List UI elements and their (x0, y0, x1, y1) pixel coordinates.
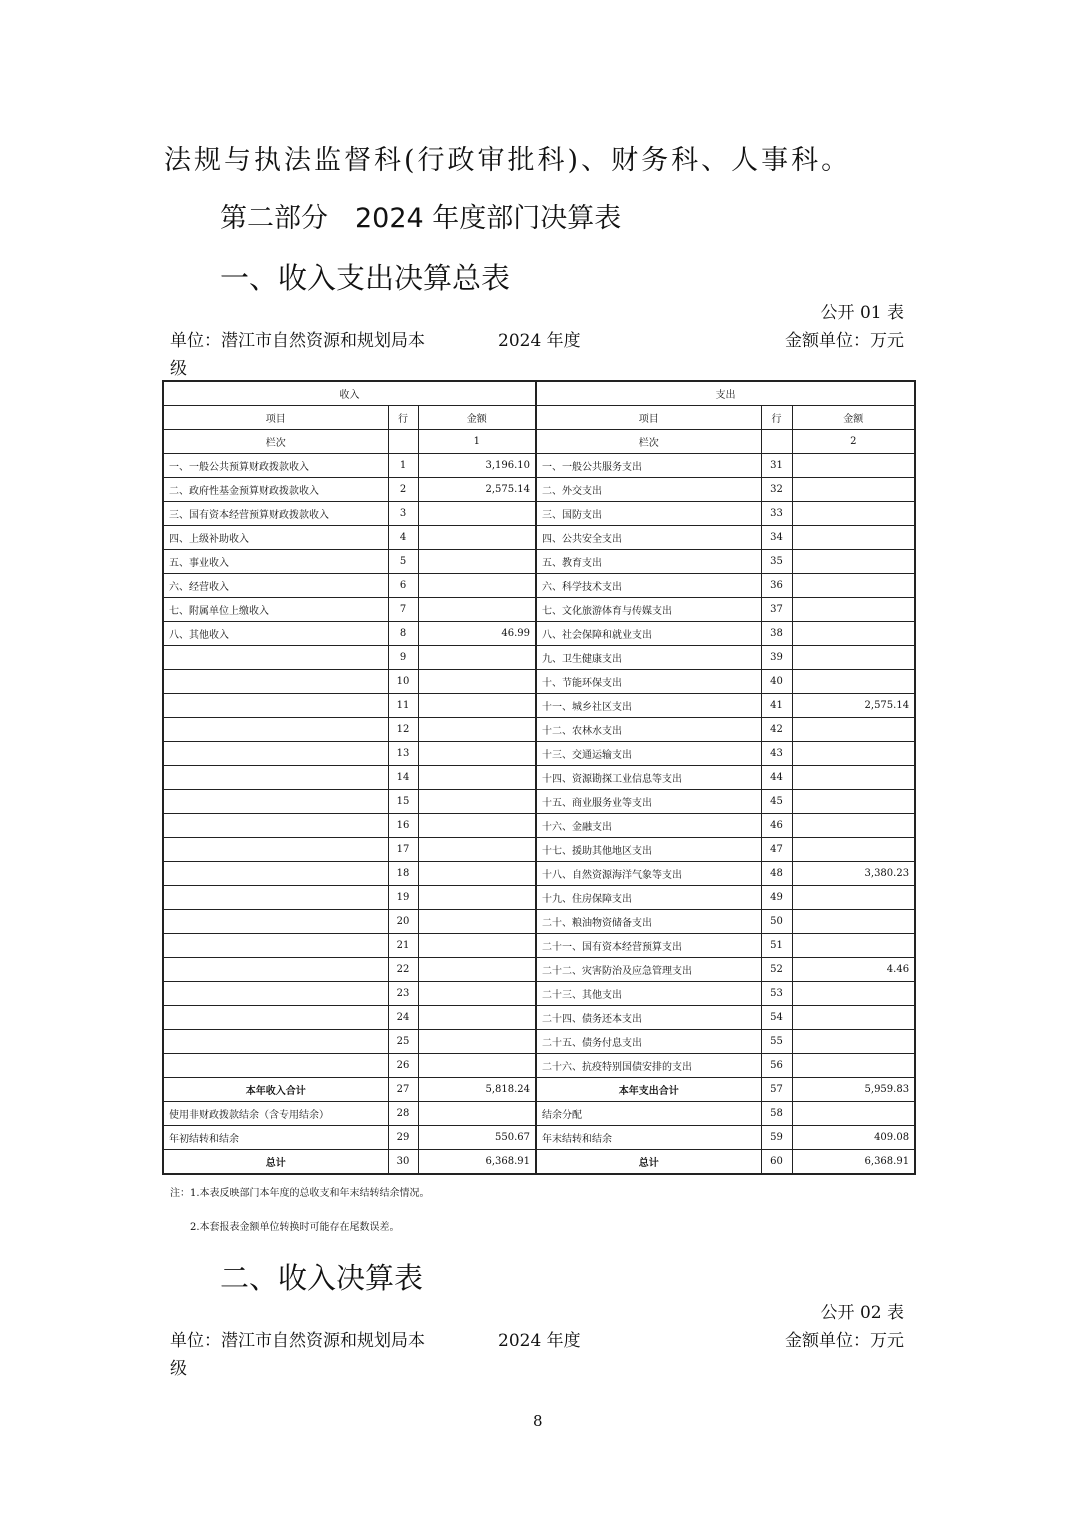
income-amount (418, 502, 536, 526)
income-amount (418, 526, 536, 550)
table-row (163, 886, 915, 910)
section1-amount-unit: 金额单位：万元 (785, 331, 904, 351)
income-index-value: 1 (418, 430, 536, 454)
expense-amount (792, 982, 915, 1006)
income-row-number: 20 (388, 910, 418, 934)
header-row-columns (163, 406, 915, 430)
expense-item: 十九、住房保障支出 (536, 886, 761, 910)
expense-item: 三、国防支出 (536, 502, 761, 526)
table-row (163, 934, 915, 958)
table-row (163, 598, 915, 622)
expense-amount (792, 1006, 915, 1030)
income-item (163, 646, 388, 670)
expense-item: 十五、商业服务业等支出 (536, 790, 761, 814)
expense-item: 一、一般公共服务支出 (536, 454, 761, 478)
expense-row-number: 54 (761, 1006, 792, 1030)
table-row (163, 670, 915, 694)
expense-row-number: 39 (761, 646, 792, 670)
income-amount: 3,196.10 (418, 454, 536, 478)
table-row (163, 1006, 915, 1030)
expense-row-number: 32 (761, 478, 792, 502)
expense-row-number: 53 (761, 982, 792, 1006)
table-row (163, 646, 915, 670)
expense-header: 支出 (536, 381, 915, 406)
table-row (163, 1078, 915, 1102)
income-item: 三、国有资本经营预算财政拨款收入 (163, 502, 388, 526)
income-item (163, 958, 388, 982)
expense-row-number: 45 (761, 790, 792, 814)
table-row (163, 958, 915, 982)
income-item: 总计 (163, 1150, 388, 1175)
income-row-number: 21 (388, 934, 418, 958)
income-item (163, 718, 388, 742)
income-item (163, 670, 388, 694)
expense-amount (792, 742, 915, 766)
income-item (163, 862, 388, 886)
expense-amount (792, 478, 915, 502)
income-item (163, 1054, 388, 1078)
expense-amount: 6,368.91 (792, 1150, 915, 1175)
income-header: 收入 (163, 381, 536, 406)
table-row (163, 574, 915, 598)
expense-amount (792, 1102, 915, 1126)
expense-item: 十、节能环保支出 (536, 670, 761, 694)
section2-unit: 单位：潜江市自然资源和规划局本 (170, 1331, 425, 1351)
income-amount (418, 838, 536, 862)
income-item: 使用非财政拨款结余（含专用结余） (163, 1102, 388, 1126)
expense-item: 二十六、抗疫特别国债安排的支出 (536, 1054, 761, 1078)
expense-row-number: 59 (761, 1126, 792, 1150)
expense-item: 十七、援助其他地区支出 (536, 838, 761, 862)
expense-row-number: 31 (761, 454, 792, 478)
income-row-number: 8 (388, 622, 418, 646)
income-amount (418, 982, 536, 1006)
table-row (163, 454, 915, 478)
expense-row-number: 43 (761, 742, 792, 766)
expense-amount (792, 526, 915, 550)
income-amount (418, 670, 536, 694)
income-row-number: 10 (388, 670, 418, 694)
section2-unit-cont: 级 (170, 1359, 187, 1379)
income-amount (418, 1054, 536, 1078)
section1-title: 一、收入支出决算总表 (220, 261, 511, 295)
table-row (163, 550, 915, 574)
expense-item: 十一、城乡社区支出 (536, 694, 761, 718)
income-amount (418, 550, 536, 574)
expense-item: 八、社会保障和就业支出 (536, 622, 761, 646)
table-row (163, 1054, 915, 1078)
income-row-number: 5 (388, 550, 418, 574)
expense-item: 本年支出合计 (536, 1078, 761, 1102)
expense-amount: 5,959.83 (792, 1078, 915, 1102)
income-item: 本年收入合计 (163, 1078, 388, 1102)
expense-index-value: 2 (792, 430, 915, 454)
income-row-number: 22 (388, 958, 418, 982)
table-row (163, 982, 915, 1006)
income-amount (418, 718, 536, 742)
income-amount (418, 910, 536, 934)
income-row-number: 23 (388, 982, 418, 1006)
expense-row-number: 33 (761, 502, 792, 526)
expense-amount (792, 934, 915, 958)
expense-amount (792, 838, 915, 862)
expense-amount (792, 910, 915, 934)
table-row (163, 862, 915, 886)
expense-amount (792, 646, 915, 670)
page-number: 8 (533, 1412, 543, 1430)
table-row (163, 478, 915, 502)
expense-row-number: 44 (761, 766, 792, 790)
expense-amount (792, 598, 915, 622)
expense-amount (792, 1054, 915, 1078)
income-row-number: 27 (388, 1078, 418, 1102)
income-amount (418, 742, 536, 766)
income-amount: 550.67 (418, 1126, 536, 1150)
income-row-number: 24 (388, 1006, 418, 1030)
section2-table-number: 公开 02 表 (820, 1303, 904, 1323)
income-amount: 6,368.91 (418, 1150, 536, 1175)
income-row-number: 25 (388, 1030, 418, 1054)
expense-item: 六、科学技术支出 (536, 574, 761, 598)
income-amount: 46.99 (418, 622, 536, 646)
expense-amount (792, 622, 915, 646)
expense-amount: 4.46 (792, 958, 915, 982)
header-row-group (163, 381, 915, 406)
section1-table-number: 公开 01 表 (820, 303, 904, 323)
income-expense-table (162, 380, 916, 1175)
income-col-amount: 金额 (418, 406, 536, 430)
expense-amount: 409.08 (792, 1126, 915, 1150)
expense-amount: 3,380.23 (792, 862, 915, 886)
expense-item: 十四、资源勘探工业信息等支出 (536, 766, 761, 790)
expense-row-number: 51 (761, 934, 792, 958)
table-row (163, 502, 915, 526)
income-item (163, 1006, 388, 1030)
expense-row-number: 37 (761, 598, 792, 622)
expense-row-number: 48 (761, 862, 792, 886)
expense-row-number: 35 (761, 550, 792, 574)
table-row (163, 766, 915, 790)
income-amount (418, 1102, 536, 1126)
income-item: 五、事业收入 (163, 550, 388, 574)
table-row (163, 1102, 915, 1126)
income-amount (418, 646, 536, 670)
income-row-number: 6 (388, 574, 418, 598)
income-amount (418, 1030, 536, 1054)
expense-row-number: 57 (761, 1078, 792, 1102)
income-index-row (388, 430, 418, 454)
income-col-item: 项目 (163, 406, 388, 430)
income-amount: 2,575.14 (418, 478, 536, 502)
expense-item: 二十五、债务付息支出 (536, 1030, 761, 1054)
expense-item: 结余分配 (536, 1102, 761, 1126)
table-row (163, 1150, 915, 1175)
income-row-number: 26 (388, 1054, 418, 1078)
income-row-number: 9 (388, 646, 418, 670)
income-amount (418, 574, 536, 598)
expense-row-number: 46 (761, 814, 792, 838)
note-2: 2.本套报表金额单位转换时可能存在尾数误差。 (190, 1222, 400, 1233)
table-row (163, 526, 915, 550)
expense-amount: 2,575.14 (792, 694, 915, 718)
income-item (163, 886, 388, 910)
income-row-number: 15 (388, 790, 418, 814)
income-row-number: 18 (388, 862, 418, 886)
income-row-number: 4 (388, 526, 418, 550)
expense-item: 十八、自然资源海洋气象等支出 (536, 862, 761, 886)
table-row (163, 1126, 915, 1150)
expense-item: 二、外交支出 (536, 478, 761, 502)
income-item (163, 934, 388, 958)
income-amount (418, 790, 536, 814)
expense-row-number: 41 (761, 694, 792, 718)
expense-row-number: 52 (761, 958, 792, 982)
income-col-row: 行 (388, 406, 418, 430)
expense-amount (792, 1030, 915, 1054)
income-row-number: 28 (388, 1102, 418, 1126)
table-row (163, 1030, 915, 1054)
income-item: 六、经营收入 (163, 574, 388, 598)
expense-amount (792, 814, 915, 838)
income-item: 二、政府性基金预算财政拨款收入 (163, 478, 388, 502)
income-index-label: 栏次 (163, 430, 388, 454)
expense-row-number: 38 (761, 622, 792, 646)
expense-index-label: 栏次 (536, 430, 761, 454)
expense-col-item: 项目 (536, 406, 761, 430)
expense-row-number: 40 (761, 670, 792, 694)
expense-item: 二十一、国有资本经营预算支出 (536, 934, 761, 958)
part-title: 第二部分 2024 年度部门决算表 (220, 203, 622, 234)
expense-row-number: 55 (761, 1030, 792, 1054)
expense-col-row: 行 (761, 406, 792, 430)
income-item (163, 838, 388, 862)
income-amount (418, 814, 536, 838)
expense-row-number: 36 (761, 574, 792, 598)
section2-title: 二、收入决算表 (220, 1261, 424, 1295)
income-item (163, 814, 388, 838)
section1-unit-cont: 级 (170, 359, 187, 379)
expense-row-number: 56 (761, 1054, 792, 1078)
table-row (163, 718, 915, 742)
income-item: 七、附属单位上缴收入 (163, 598, 388, 622)
header-row-index (163, 430, 915, 454)
income-amount (418, 766, 536, 790)
table-row (163, 694, 915, 718)
section1-year: 2024 年度 (498, 331, 581, 351)
expense-item: 二十三、其他支出 (536, 982, 761, 1006)
expense-row-number: 50 (761, 910, 792, 934)
expense-row-number: 58 (761, 1102, 792, 1126)
expense-amount (792, 502, 915, 526)
expense-item: 总计 (536, 1150, 761, 1175)
income-amount (418, 958, 536, 982)
expense-col-amount: 金额 (792, 406, 915, 430)
table-row (163, 790, 915, 814)
income-item (163, 910, 388, 934)
expense-item: 十六、金融支出 (536, 814, 761, 838)
expense-item: 十二、农林水支出 (536, 718, 761, 742)
income-row-number: 16 (388, 814, 418, 838)
expense-item: 七、文化旅游体育与传媒支出 (536, 598, 761, 622)
note-1: 注：1.本表反映部门本年度的总收支和年末结转结余情况。 (170, 1188, 430, 1199)
expense-index-row (761, 430, 792, 454)
section2-year: 2024 年度 (498, 1331, 581, 1351)
income-row-number: 3 (388, 502, 418, 526)
income-row-number: 14 (388, 766, 418, 790)
income-row-number: 12 (388, 718, 418, 742)
income-row-number: 7 (388, 598, 418, 622)
expense-amount (792, 550, 915, 574)
income-item (163, 1030, 388, 1054)
income-row-number: 30 (388, 1150, 418, 1175)
table-row (163, 814, 915, 838)
income-amount: 5,818.24 (418, 1078, 536, 1102)
income-item: 一、一般公共预算财政拨款收入 (163, 454, 388, 478)
expense-row-number: 34 (761, 526, 792, 550)
expense-amount (792, 766, 915, 790)
income-row-number: 1 (388, 454, 418, 478)
expense-item: 九、卫生健康支出 (536, 646, 761, 670)
section2-amount-unit: 金额单位：万元 (785, 1331, 904, 1351)
expense-row-number: 60 (761, 1150, 792, 1175)
section1-unit: 单位：潜江市自然资源和规划局本 (170, 331, 425, 351)
income-item (163, 694, 388, 718)
income-row-number: 13 (388, 742, 418, 766)
income-row-number: 2 (388, 478, 418, 502)
income-amount (418, 862, 536, 886)
income-item: 年初结转和结余 (163, 1126, 388, 1150)
table-row (163, 838, 915, 862)
expense-row-number: 49 (761, 886, 792, 910)
income-item (163, 742, 388, 766)
income-row-number: 29 (388, 1126, 418, 1150)
income-item (163, 766, 388, 790)
expense-item: 二十四、债务还本支出 (536, 1006, 761, 1030)
expense-item: 四、公共安全支出 (536, 526, 761, 550)
income-row-number: 11 (388, 694, 418, 718)
income-row-number: 19 (388, 886, 418, 910)
expense-item: 年末结转和结余 (536, 1126, 761, 1150)
expense-item: 十三、交通运输支出 (536, 742, 761, 766)
expense-item: 二十、粮油物资储备支出 (536, 910, 761, 934)
income-amount (418, 694, 536, 718)
income-item (163, 982, 388, 1006)
expense-amount (792, 790, 915, 814)
table-row (163, 742, 915, 766)
expense-item: 五、教育支出 (536, 550, 761, 574)
table-row (163, 910, 915, 934)
income-amount (418, 934, 536, 958)
income-item: 八、其他收入 (163, 622, 388, 646)
income-item: 四、上级补助收入 (163, 526, 388, 550)
expense-amount (792, 886, 915, 910)
expense-amount (792, 574, 915, 598)
income-amount (418, 1006, 536, 1030)
expense-amount (792, 718, 915, 742)
income-amount (418, 886, 536, 910)
expense-amount (792, 454, 915, 478)
table-row (163, 622, 915, 646)
intro-paragraph: 法规与执法监督科(行政审批科)、财务科、人事科。 (164, 145, 852, 176)
expense-amount (792, 670, 915, 694)
income-amount (418, 598, 536, 622)
expense-row-number: 42 (761, 718, 792, 742)
expense-item: 二十二、灾害防治及应急管理支出 (536, 958, 761, 982)
expense-row-number: 47 (761, 838, 792, 862)
income-item (163, 790, 388, 814)
income-row-number: 17 (388, 838, 418, 862)
